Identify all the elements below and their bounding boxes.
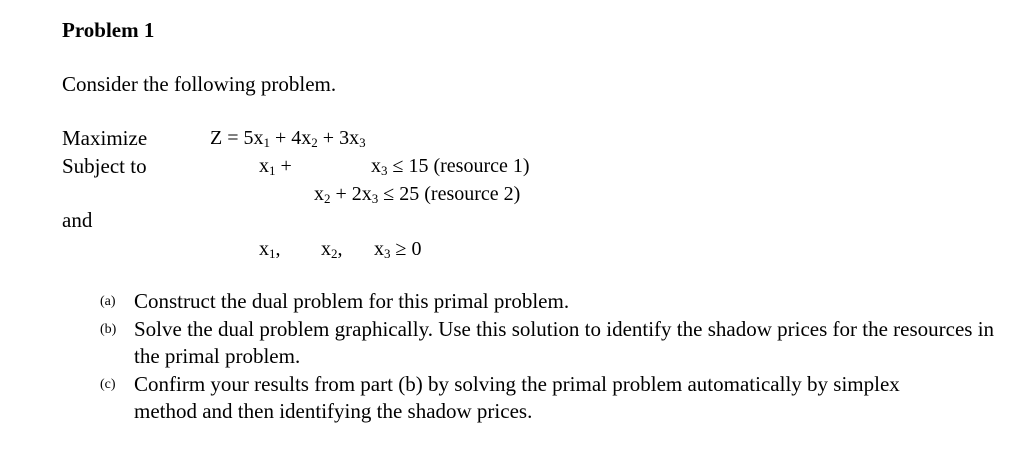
- nonneg-var-1: x: [259, 238, 269, 260]
- objective-sub-2: 2: [311, 135, 318, 150]
- nonneg-var-2: x: [321, 238, 331, 260]
- objective-function: [210, 127, 366, 150]
- subject-to-label: Subject to: [62, 154, 147, 178]
- constraint-1-var-3: x: [371, 155, 381, 177]
- part-c-marker: (c): [100, 377, 116, 392]
- constraint-1-bound: 15 (resource 1): [408, 155, 530, 177]
- nonnegativity-x2: [321, 238, 343, 261]
- nonneg-sub-3: 3: [384, 246, 391, 261]
- maximize-label: Maximize: [62, 126, 148, 150]
- problem-title: Problem 1: [62, 18, 155, 42]
- constraint-2: [314, 183, 520, 206]
- objective-equals: =: [227, 127, 239, 149]
- objective-sub-1: 1: [263, 135, 270, 150]
- part-b-marker: (b): [100, 322, 117, 337]
- nonneg-sub-2: 2: [331, 246, 338, 261]
- nonneg-relation: ≥: [395, 238, 407, 260]
- constraint-1-var-1: x: [259, 155, 269, 177]
- objective-plus-2: +: [322, 127, 335, 149]
- constraint-2-bound: 25 (resource 2): [399, 183, 521, 205]
- objective-plus-1: +: [275, 127, 287, 149]
- constraint-1-plus: +: [280, 155, 292, 177]
- nonnegativity-x3: [374, 238, 421, 261]
- objective-term-2: 4x: [291, 127, 312, 149]
- nonneg-comma-1: ,: [275, 238, 281, 260]
- constraint-1-rhs: [371, 155, 530, 178]
- constraint-1-lhs: [259, 155, 292, 178]
- part-a-marker: (a): [100, 294, 116, 309]
- problem-intro: Consider the following problem.: [62, 72, 337, 96]
- constraint-2-relation: ≤: [383, 183, 395, 205]
- nonneg-bound: 0: [411, 238, 422, 260]
- constraint-1-relation: ≤: [392, 155, 404, 177]
- part-b-text: Solve the dual problem graphically. Use this solution to identify the shadow prices for the resources in the primal problem.: [134, 317, 995, 368]
- constraint-2-plus: +: [335, 183, 347, 205]
- constraint-2-sub-3: 3: [371, 191, 379, 206]
- part-a-text: Construct the dual problem for this primal problem.: [134, 289, 570, 313]
- constraint-1-sub-1: 1: [269, 163, 276, 178]
- constraint-2-var-2: x: [314, 183, 324, 205]
- constraint-2-sub-2: 2: [324, 191, 331, 206]
- objective-sub-3: 3: [359, 135, 366, 150]
- constraint-2-var-3: 2x: [351, 183, 372, 205]
- nonneg-sub-1: 1: [269, 246, 276, 261]
- part-c-text: Confirm your results from part (b) by solving the primal problem automatically by simplex method and then identifying the shadow prices.: [134, 372, 900, 423]
- nonneg-var-3: x: [374, 238, 384, 260]
- nonnegativity-x1: [259, 238, 281, 261]
- objective-term-1: 5x: [243, 127, 264, 149]
- nonneg-comma-2: ,: [337, 238, 343, 260]
- objective-z: Z: [210, 127, 223, 149]
- constraint-1-sub-3: 3: [381, 163, 388, 178]
- objective-term-3: 3x: [339, 127, 360, 149]
- and-label: and: [62, 208, 93, 232]
